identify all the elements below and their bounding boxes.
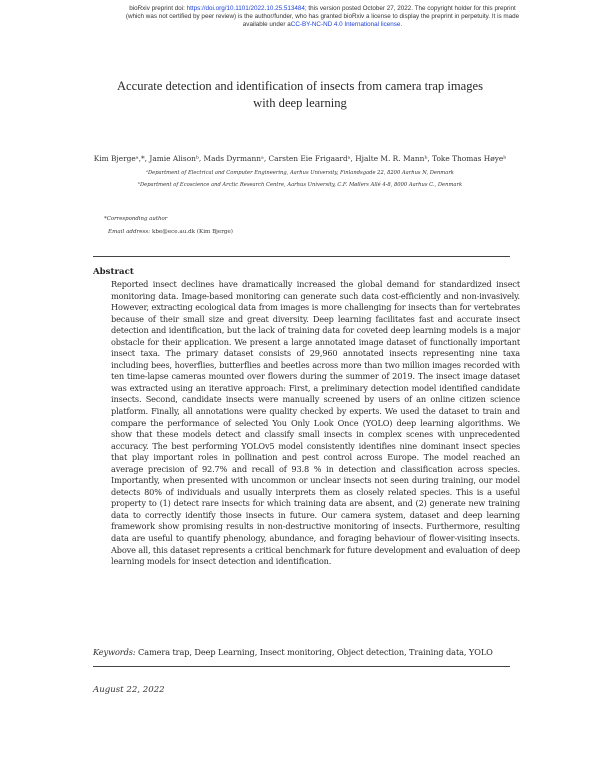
email-address: [108, 229, 233, 235]
abstract-body: Reported insect declines have dramatically increased the global demand for standardized insect monitoring data. Image-based monitoring can generate such data cost-efficiently and non-invasively. However, extracting ecological data from images is more challenging for insects than for vertebrates because of their small size and great diversity. Deep learning facilitates fast and accurate insect detection and identification, but the lack of training data for coveted deep learning models is a major obstacle for their application. We present a large annotated image dataset of functionally important insect taxa. The primary dataset consists of 29,960 annotated insects representing nine taxa including bees, hoverflies, butterflies and beetles across more than two million images recorded with ten time-lapse cameras mounted over flowers during the summer of 2019. The insect image dataset was extracted using an iterative approach: First, a preliminary detection model identified candidate insects. Second, candidate insects were manually screened by users of an online citizen science platform. Finally, all annotations were quality checked by experts. We used the dataset to train and compare the performance of selected You Only Look Once (YOLO) deep learning algorithms. We show that these models detect and classify small insects in complex scenes with unprecedented accuracy. The best performing YOLOv5 model consistently identifies nine dominant insect species that play important roles in pollination and pest control across Europe. The model reached an average precision of 92.7% and recall of 93.8 % in detection and classification across species. Importantly, when presented with uncommon or unclear insects not seen during training, our model detects 80% of individuals and usually interprets them as closely related species. This is a useful property to (1) detect rare insects for which training data are absent, and (2) generate new training data to correctly identify those insects in future. Our camera system, dataset and deep learning framework show promising results in non-destructive monitoring of insects. Furthermore, resulting data are useful to quantify phenology, abundance, and foraging behaviour of flower-visiting insects. Above all, this dataset represents a critical benchmark for future development and evaluation of deep learning models for insect detection and identification.: [111, 279, 520, 567]
license-link[interactable]: CC-BY-NC-ND 4.0 International license: [290, 21, 401, 28]
email-label: Email address:: [108, 229, 151, 235]
document-date: August 22, 2022: [93, 685, 165, 695]
preprint-notice-line3: available under aCC-BY-NC-ND 4.0 International license.: [242, 21, 403, 28]
paper-title-line1: Accurate detection and identification of insects from camera trap images: [116, 79, 484, 93]
email-value[interactable]: kbe@ece.au.dk (Kim Bjerge): [150, 229, 233, 235]
affiliation-b: ᵇDepartment of Ecoscience and Arctic Research Centre, Aarhus University, C.F. Møllers Allé 4-8, 8000 Aarhus C., Denmark: [137, 182, 463, 188]
preprint-notice: [60, 5, 585, 29]
keywords-list: Camera trap, Deep Learning, Insect monitoring, Object detection, Training data, YOLO: [135, 647, 493, 657]
doi-link[interactable]: https://doi.org/10.1101/2022.10.25.513484: [186, 5, 305, 12]
affiliation-a: ᵃDepartment of Electrical and Computer Engineering, Aarhus University, Finlandsgade 22, 8200 Aarhus N, Denmark: [146, 170, 454, 176]
keywords: [93, 647, 523, 657]
paper-title: [40, 78, 560, 112]
keywords-label: Keywords:: [93, 647, 136, 657]
author-list: Kim Bjergeᵃ,*, Jamie Alisonᵇ, Mads Dyrmannᵃ, Carsten Eie Frigaardᵃ, Hjalte M. R. Mannᵇ, Toke Thomas Høyeᵇ: [93, 154, 507, 163]
preprint-notice-line2: (which was not certified by peer review) is the author/funder, who has granted bioRxiv a license to display the preprint in perpetuity. It is made: [125, 13, 520, 20]
abstract-heading: Abstract: [93, 267, 134, 277]
paper-title-line2: with deep learning: [253, 96, 347, 110]
preprint-notice-line1: bioRxiv preprint doi: https://doi.org/10.1101/2022.10.25.513484; this version posted October 27, 2022. The copyright holder for this preprint: [129, 5, 516, 12]
top-divider: [93, 256, 510, 257]
corresponding-author-note: *Corresponding author: [104, 216, 168, 222]
bottom-divider: [93, 666, 510, 667]
